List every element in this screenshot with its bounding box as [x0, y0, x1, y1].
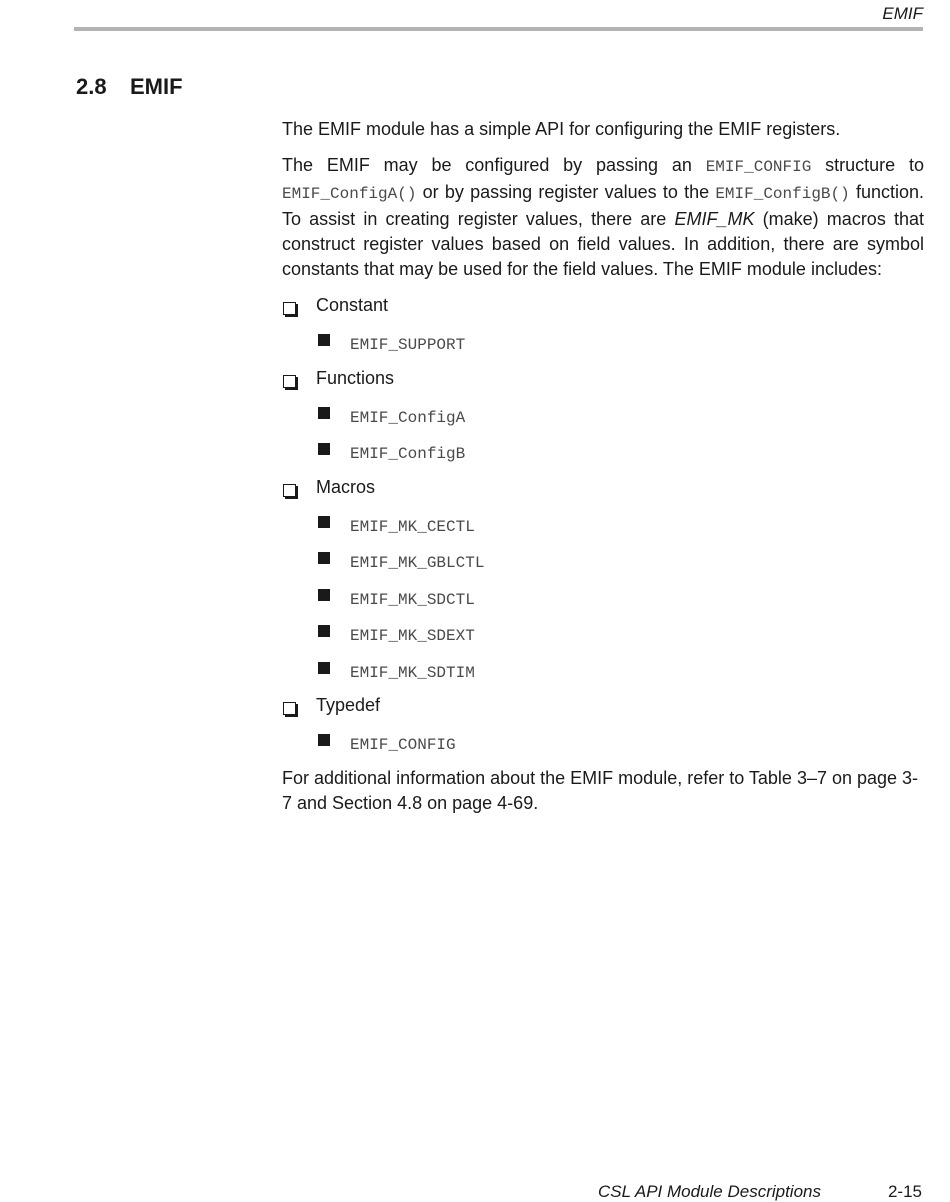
closing-paragraph: For additional information about the EMIF module, refer to Table 3–7 on page 3-7 and Section 4.8 on page 4-69. [282, 767, 919, 813]
config-paragraph [282, 153, 924, 282]
sub-item [282, 547, 924, 572]
list-item [282, 693, 924, 754]
sub-item-code: EMIF_ConfigB [350, 445, 466, 463]
item-row [282, 366, 924, 391]
sub-item [282, 438, 924, 463]
sub-list [282, 402, 924, 464]
item-row [282, 475, 924, 500]
config-text-3: or by passing register values to the [416, 182, 716, 202]
sub-list [282, 511, 924, 682]
code-emif-configb: EMIF_ConfigB() [715, 185, 850, 203]
sub-item [282, 511, 924, 536]
page-number: 2-15 [887, 1182, 922, 1201]
item-label: Constant [316, 295, 389, 315]
checkbox-bullet-icon [283, 702, 296, 715]
sub-item-code: EMIF_ConfigA [350, 408, 466, 427]
intro-paragraph: The EMIF module has a simple API for configuring the EMIF registers. [282, 119, 841, 139]
code-emif-config: EMIF_CONFIG [705, 158, 812, 176]
square-bullet-icon [318, 443, 330, 455]
square-bullet-icon [318, 334, 330, 346]
sub-item-code: EMIF_MK_CECTL [350, 517, 475, 536]
item-row [282, 293, 924, 318]
list-item [282, 293, 924, 354]
footer-title: CSL API Module Descriptions [598, 1182, 821, 1201]
checkbox-bullet-icon [283, 375, 296, 388]
sub-item-code: EMIF_MK_SDEXT [350, 627, 475, 645]
section-title: EMIF [130, 74, 183, 99]
header-rule [74, 27, 923, 31]
square-bullet-icon [318, 625, 330, 637]
sub-list [282, 729, 924, 754]
list-item [282, 475, 924, 682]
sub-item [282, 329, 924, 354]
sub-item-code: EMIF_MK_GBLCTL [350, 554, 485, 572]
square-bullet-icon [318, 589, 330, 601]
sub-item-code: EMIF_SUPPORT [350, 336, 466, 354]
sub-item [282, 657, 924, 682]
item-label: Macros [316, 476, 376, 497]
sub-list [282, 329, 924, 354]
running-head: EMIF [882, 4, 923, 23]
section-body [282, 117, 924, 827]
square-bullet-icon [318, 662, 330, 674]
square-bullet-icon [318, 407, 330, 419]
square-bullet-icon [318, 516, 330, 528]
section-heading [76, 74, 183, 100]
square-bullet-icon [318, 734, 330, 746]
sub-item [282, 402, 924, 427]
config-text-2: structure to [811, 155, 924, 175]
square-bullet-icon [318, 552, 330, 564]
sub-item-code: EMIF_CONFIG [350, 736, 456, 754]
config-text-5: (make) macros that construct register values based on field values. In addition, there are symbol constants that may be used for the field values. The EMIF module includes: [282, 209, 925, 279]
item-row [282, 693, 924, 718]
item-label: Functions [316, 367, 395, 388]
sub-item-code: EMIF_MK_SDCTL [350, 590, 475, 609]
code-emif-configa: EMIF_ConfigA() [282, 185, 417, 203]
config-text-1: The EMIF may be configured by passing an [282, 155, 706, 175]
emphasis-emif-mk: EMIF_MK [674, 209, 755, 229]
module-items-list [282, 293, 924, 754]
sub-item [282, 584, 924, 609]
checkbox-bullet-icon [283, 302, 296, 315]
sub-item [282, 729, 924, 754]
item-label: Typedef [316, 695, 381, 715]
section-number: 2.8 [76, 74, 107, 99]
sub-item-code: EMIF_MK_SDTIM [350, 663, 475, 682]
checkbox-bullet-icon [283, 484, 296, 497]
config-text-4: function. To assist in creating register values, there are [282, 182, 924, 229]
list-item [282, 366, 924, 464]
sub-item [282, 620, 924, 645]
